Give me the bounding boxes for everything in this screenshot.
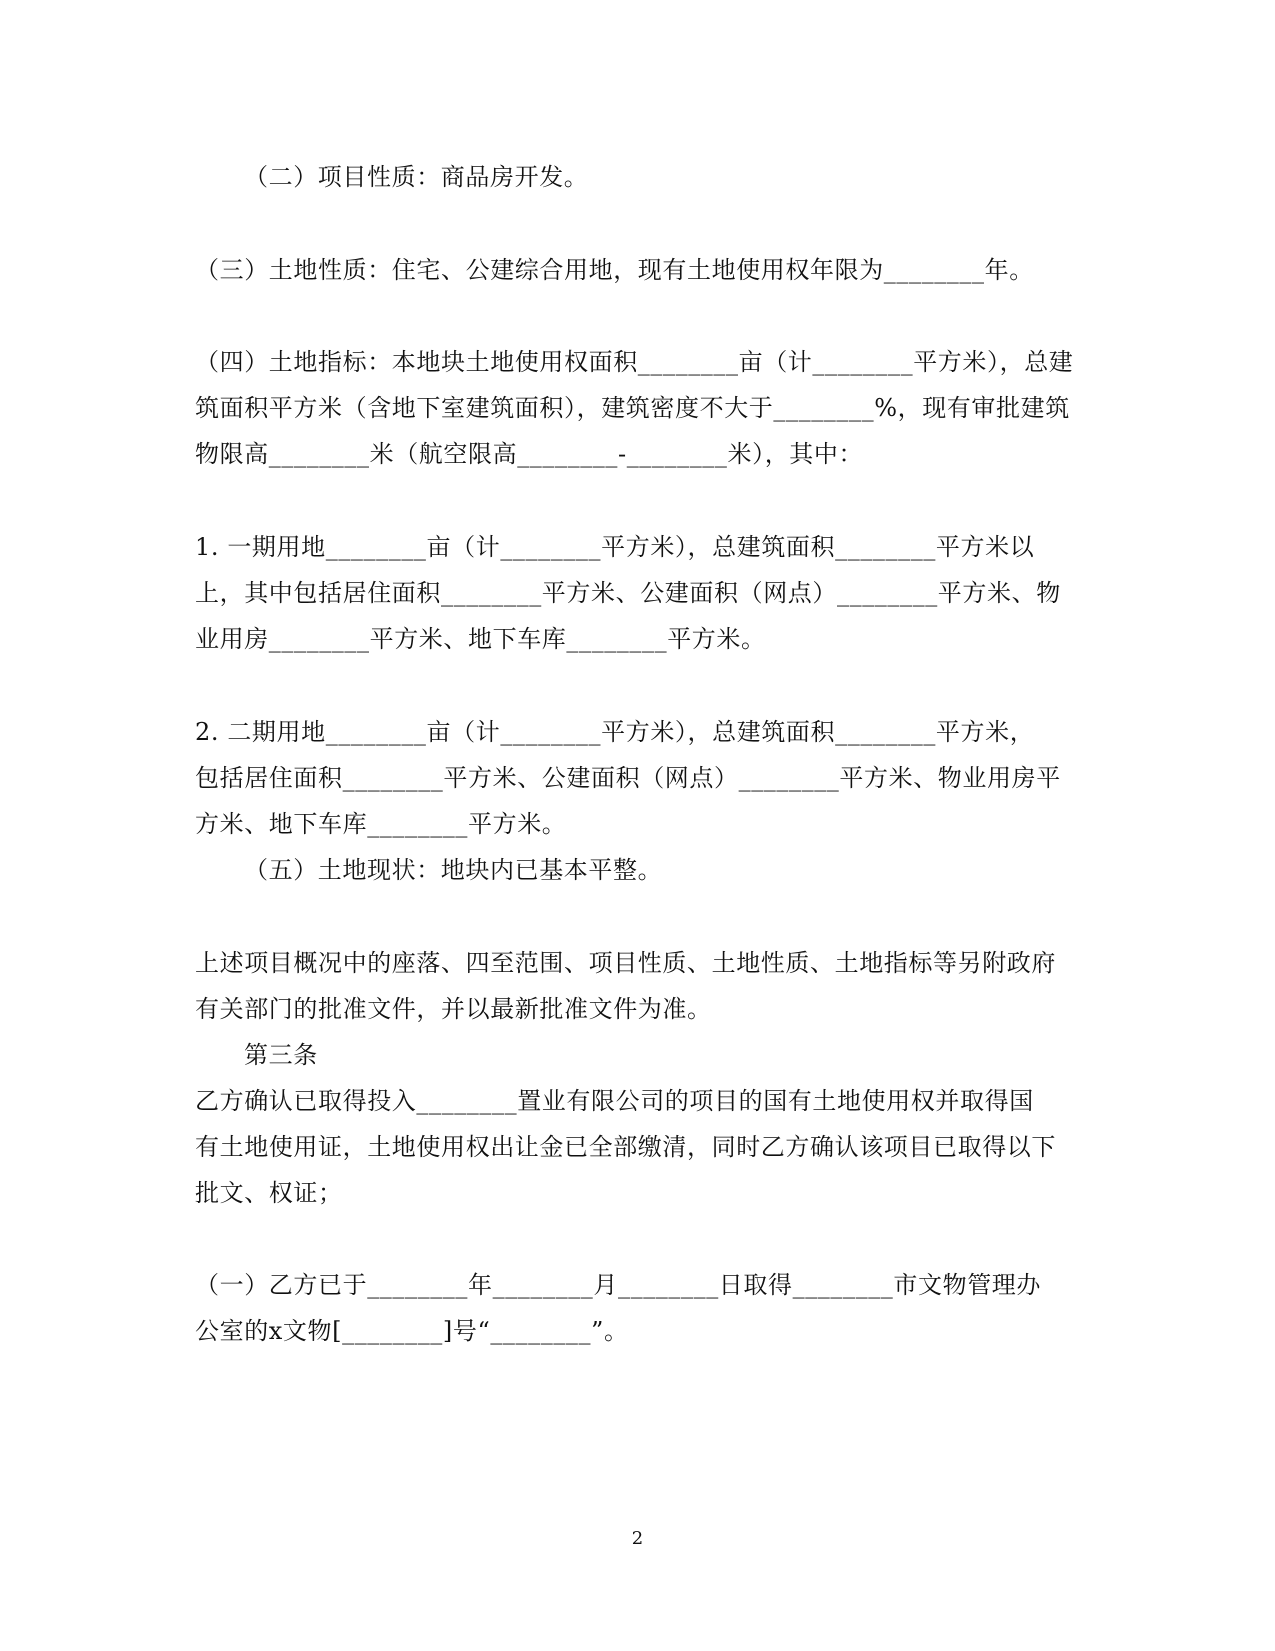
article-3-line-2: 有土地使用证，土地使用权出让金已全部缴清，同时乙方确认该项目已取得以下 — [195, 1133, 1056, 1161]
phase-1-line-3: 业用房________平方米、地下车库________平方米。 — [195, 625, 766, 653]
article-3-line-1: 乙方确认已取得投入________置业有限公司的项目的国有土地使用权并取得国 — [195, 1087, 1034, 1115]
phase-2-line-2: 包括居住面积________平方米、公建面积（网点）________平方米、物业用房平 — [195, 764, 1061, 792]
summary-line-1: 上述项目概况中的座落、四至范围、项目性质、土地性质、土地指标等另附政府 — [195, 949, 1056, 977]
phase-2-line-3: 方米、地下车库________平方米。 — [195, 810, 567, 838]
article-3-heading: 第三条 — [244, 1041, 318, 1069]
phase-1-line-1: 1. 一期用地________亩（计________平方米），总建筑面积________平方米以 — [195, 533, 1035, 561]
item-2-project-nature: （二）项目性质：商品房开发。 — [244, 163, 589, 191]
item-4-land-index-line-2: 筑面积平方米（含地下室建筑面积），建筑密度不大于________%，现有审批建筑 — [195, 394, 1070, 422]
item-4-land-index-line-3: 物限高________米（航空限高________-________米），其中： — [195, 440, 864, 468]
item-4-land-index-line-1: （四）土地指标：本地块土地使用权面积________亩（计________平方米），总建 — [195, 348, 1074, 376]
summary-line-2: 有关部门的批准文件，并以最新批准文件为准。 — [195, 995, 712, 1023]
item-5-land-status: （五）土地现状：地块内已基本平整。 — [244, 856, 663, 884]
phase-1-line-2: 上，其中包括居住面积________平方米、公建面积（网点）________平方米、物 — [195, 579, 1061, 607]
approval-item-1-line-2: 公室的x文物[________]号“________”。 — [195, 1317, 629, 1345]
approval-item-1-line-1: （一）乙方已于________年________月________日取得________市文物管理办 — [195, 1271, 1041, 1299]
article-3-line-3: 批文、权证； — [195, 1179, 343, 1207]
phase-2-line-1: 2. 二期用地________亩（计________平方米），总建筑面积________平方米， — [195, 718, 1035, 746]
item-3-land-nature: （三）土地性质：住宅、公建综合用地，现有土地使用权年限为________年。 — [195, 256, 1034, 284]
page-number: 2 — [631, 1528, 644, 1549]
